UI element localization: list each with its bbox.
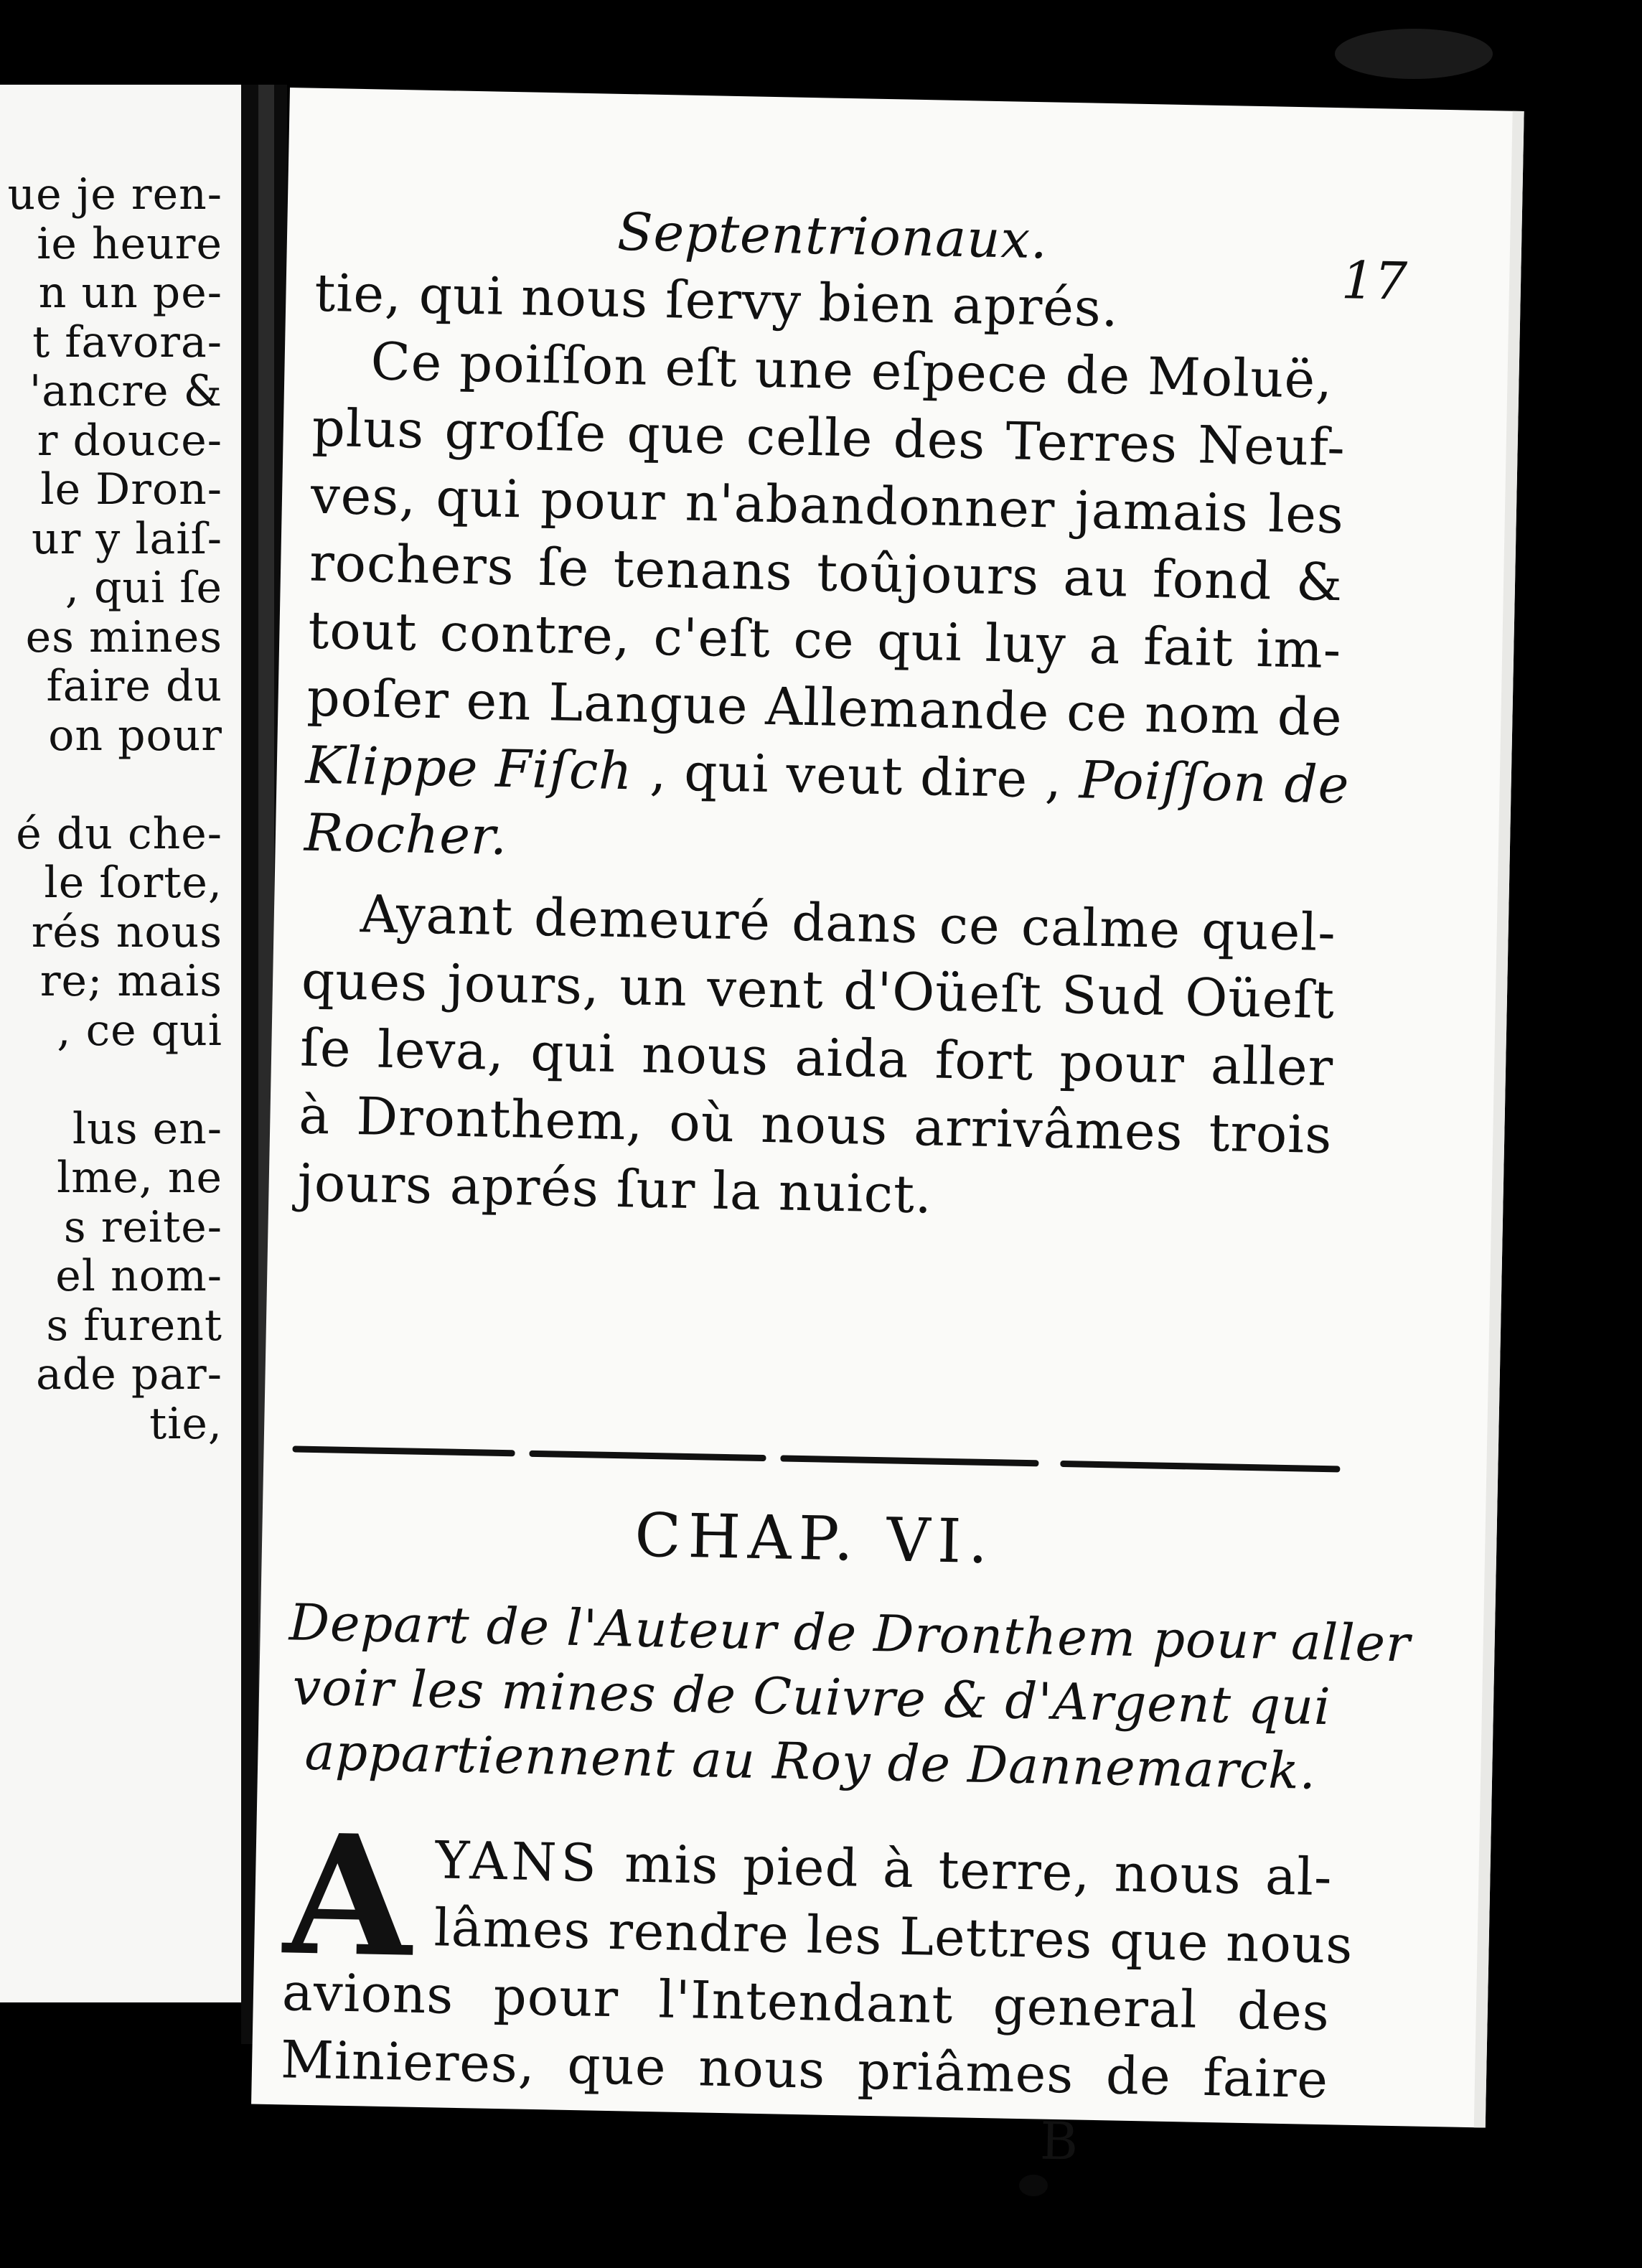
summary-line: Depart de l'Auteur de Dronthem pour aller [288, 1593, 1412, 1674]
body-line: poſer en Langue Allemande ce nom de [306, 667, 1343, 748]
latin-term: Klippe Fiſch [305, 734, 634, 802]
running-head: Septentrionaux. [616, 201, 1048, 271]
body-line: tout contre, c'eſt ce qui luy a fait im- [307, 599, 1343, 680]
first-word-smallcaps: YANS [434, 1829, 601, 1893]
body-line: ves, qui pour n'abandonner jamais les [310, 464, 1345, 545]
left-page-line: , qui ſe [65, 563, 222, 613]
chapter-title: CHAP. VI. [634, 1499, 996, 1578]
left-page-line: le Dron- [40, 464, 222, 515]
left-page-line: es mines [25, 611, 222, 662]
left-page-line: r douce- [37, 415, 222, 466]
translation-term: Poiſſon de [1079, 749, 1351, 815]
left-page-line: é du che- [16, 808, 222, 859]
ornamental-rule [292, 1441, 1340, 1476]
left-page-line: el nom- [55, 1251, 222, 1301]
left-page-line: faire du [46, 661, 222, 711]
left-page-line: rés nous [31, 906, 222, 957]
left-page-line: on pour [48, 710, 222, 761]
left-page-line: , ce qui [57, 1005, 222, 1056]
paragraph-line: avions pour l'Intendant general des [281, 1962, 1331, 2043]
body-line: tie, qui nous ſervy bien aprés. [314, 262, 1120, 339]
body-fragment: , qui veut dire , [649, 741, 1063, 810]
paragraph-fragment: mis pied à terre, nous al- [624, 1833, 1333, 1908]
left-facing-page [0, 85, 241, 2002]
signature-mark: B [1039, 2110, 1079, 2172]
body-line: Ce poiſſon eſt une eſpece de Moluë, [370, 331, 1333, 410]
left-page-line: 'ancre & [29, 366, 222, 416]
left-page-line: ue je ren- [7, 169, 222, 220]
rule-segment [780, 1455, 1038, 1466]
body-line: à Dronthem, où nous arrivâmes trois [298, 1084, 1333, 1166]
left-page-line: s furent [46, 1300, 222, 1351]
left-page-line: n un pe- [38, 268, 222, 318]
drop-cap: A [282, 1798, 414, 1995]
left-page-line: re; mais [39, 956, 222, 1006]
body-line: Rocher. [304, 802, 509, 867]
left-page-line: ie heure [37, 218, 222, 269]
left-page-line: t favora- [32, 317, 222, 367]
body-line: ſe leva, qui nous aida fort pour aller [299, 1017, 1334, 1098]
left-page-line: s reite- [63, 1201, 222, 1252]
paragraph-line: lâmes rendre les Lettres que nous [433, 1897, 1354, 1975]
left-page-line: lus en- [72, 1103, 222, 1154]
right-page [251, 88, 1524, 2172]
body-line: Ayant demeuré dans ce calme quel- [360, 884, 1337, 963]
chapter-summary [288, 1590, 1412, 1801]
rule-segment [1060, 1461, 1340, 1472]
page-number: 17 [1341, 250, 1408, 311]
summary-line: voir les mines de Cuivre & d'Argent qui [291, 1657, 1332, 1737]
left-page-line: tie, [149, 1398, 222, 1449]
paragraph-line: Minieres, que nous priâmes de faire [280, 2029, 1329, 2110]
body-line: jours aprés ſur la nuict. [296, 1152, 933, 1225]
scan-speck [1019, 2175, 1048, 2196]
left-page-line: lme, ne [57, 1153, 222, 1203]
left-page-line: ade par- [36, 1349, 222, 1400]
body-line: rochers ſe tenans toûjours au fond & [309, 532, 1343, 613]
body-line: ques jours, un vent d'Oüeſt Sud Oüeſt [301, 950, 1336, 1031]
rule-segment [292, 1445, 515, 1456]
rule-segment [529, 1451, 766, 1461]
chapter-paragraph [280, 1823, 1354, 2110]
summary-line: appartiennent au Roy de Dannemarck. [304, 1722, 1317, 1801]
left-page-line: le ſorte, [44, 858, 222, 908]
scan-shadow [1335, 29, 1493, 79]
left-page-line: ur y laiſ- [32, 513, 222, 564]
body-line: plus groſſe que celle des Terres Neuf- [311, 397, 1346, 478]
